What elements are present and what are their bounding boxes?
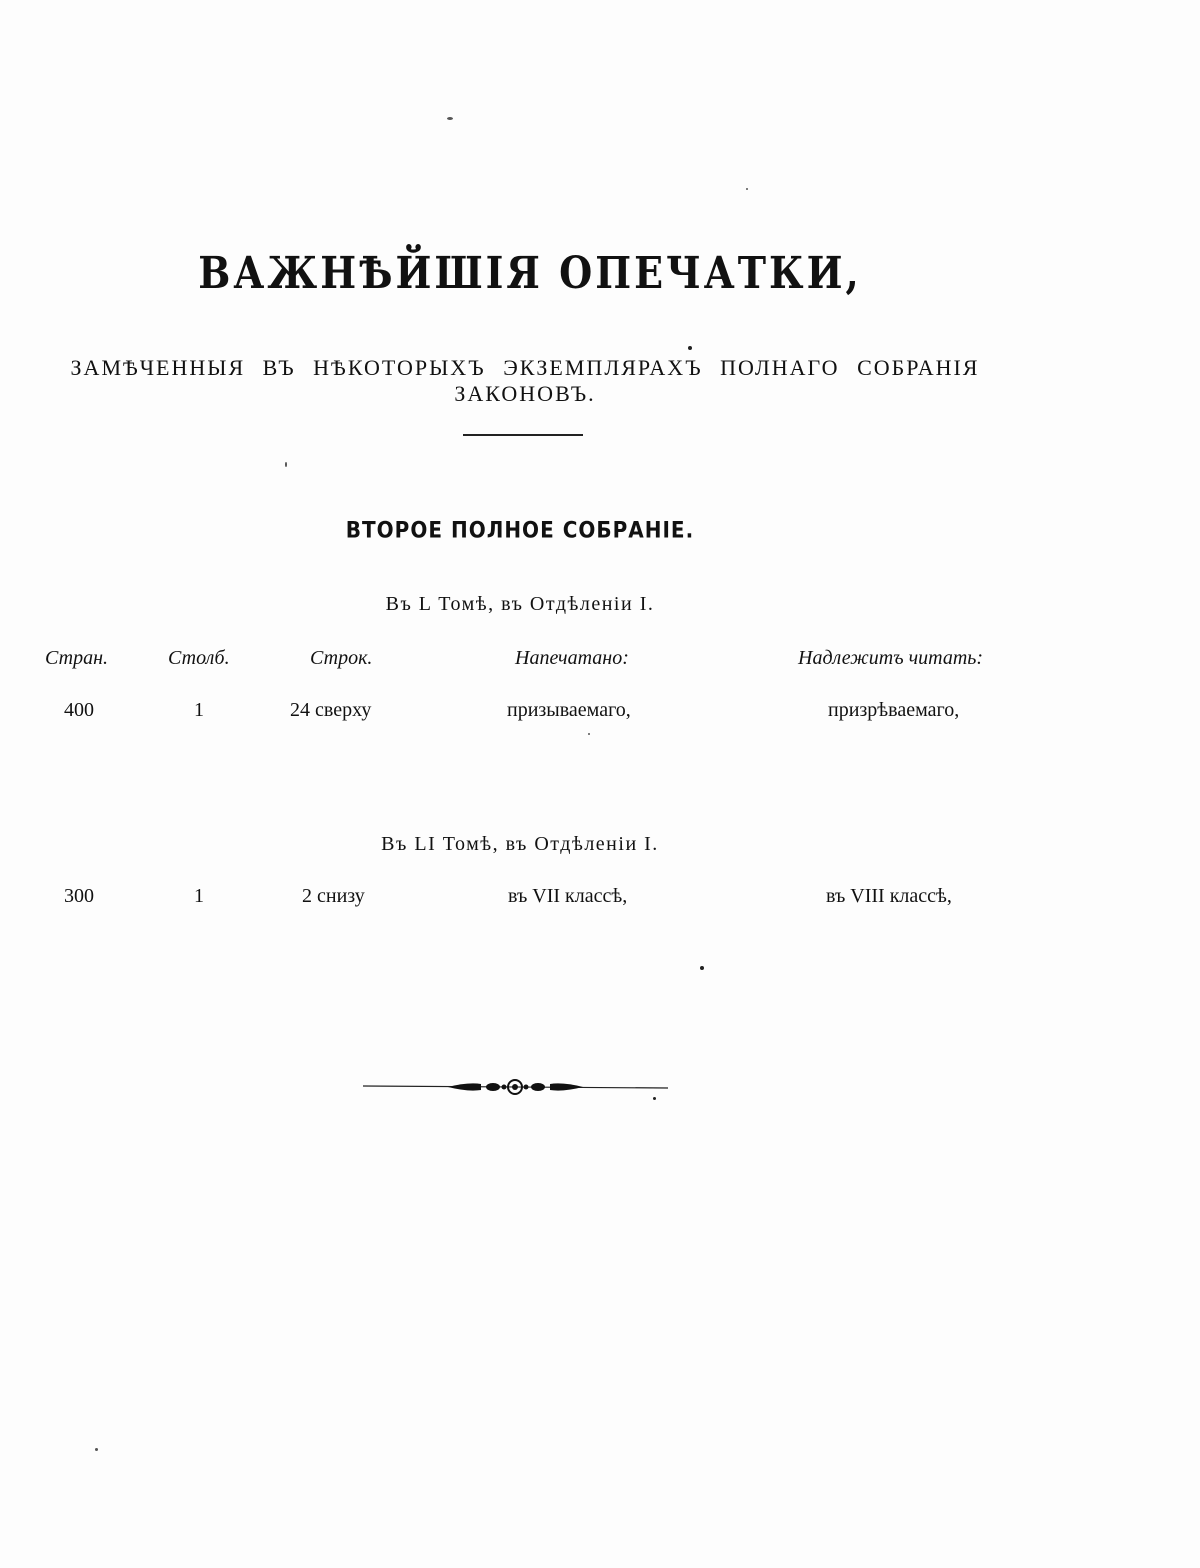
volume-heading-2: Въ LI Томѣ, въ Отдѣленіи I. <box>381 833 659 855</box>
title-divider <box>463 434 583 436</box>
paper-speck <box>700 966 704 970</box>
paper-speck <box>746 188 748 190</box>
page-subtitle: ЗАМѢЧЕННЫЯ ВЪ НѢКОТОРЫХЪ ЭКЗЕМПЛЯРАХЪ ПОЛНАГО СОБРАНІЯ ЗАКОНОВЪ. <box>70 355 980 406</box>
row-2-printed: въ VII классѣ, <box>508 885 628 907</box>
page-title: ВАЖНѢЙШІЯ ОПЕЧАТКИ, <box>198 246 862 299</box>
header-line: Строк. <box>310 647 373 669</box>
header-printed: Напечатано: <box>515 647 629 669</box>
row-1-line: 24 сверху <box>290 699 372 721</box>
header-page: Стран. <box>45 647 108 669</box>
row-2-should-read: въ VIII классѣ, <box>826 885 952 907</box>
ornament-divider-icon <box>363 1076 668 1098</box>
section-heading: ВТОРОЕ ПОЛНОЕ СОБРАНІЕ. <box>345 516 695 544</box>
paper-speck <box>285 462 287 467</box>
row-2-column: 1 <box>194 885 204 907</box>
row-1-should-read: призрѣваемаго, <box>828 699 960 721</box>
paper-speck <box>688 346 692 350</box>
header-column: Столб. <box>168 647 230 669</box>
paper-speck <box>95 1448 98 1451</box>
row-2-page: 300 <box>64 885 94 907</box>
paper-speck <box>447 117 453 120</box>
paper-speck <box>588 733 590 735</box>
row-1-printed: призываемаго, <box>507 699 631 721</box>
header-should-read: Надлежитъ читать: <box>798 647 984 669</box>
row-2-line: 2 снизу <box>302 885 365 907</box>
row-1-column: 1 <box>194 699 204 721</box>
volume-heading-1: Въ L Томѣ, въ Отдѣленіи I. <box>385 593 655 615</box>
paper-speck <box>653 1097 656 1100</box>
row-1-page: 400 <box>64 699 94 721</box>
